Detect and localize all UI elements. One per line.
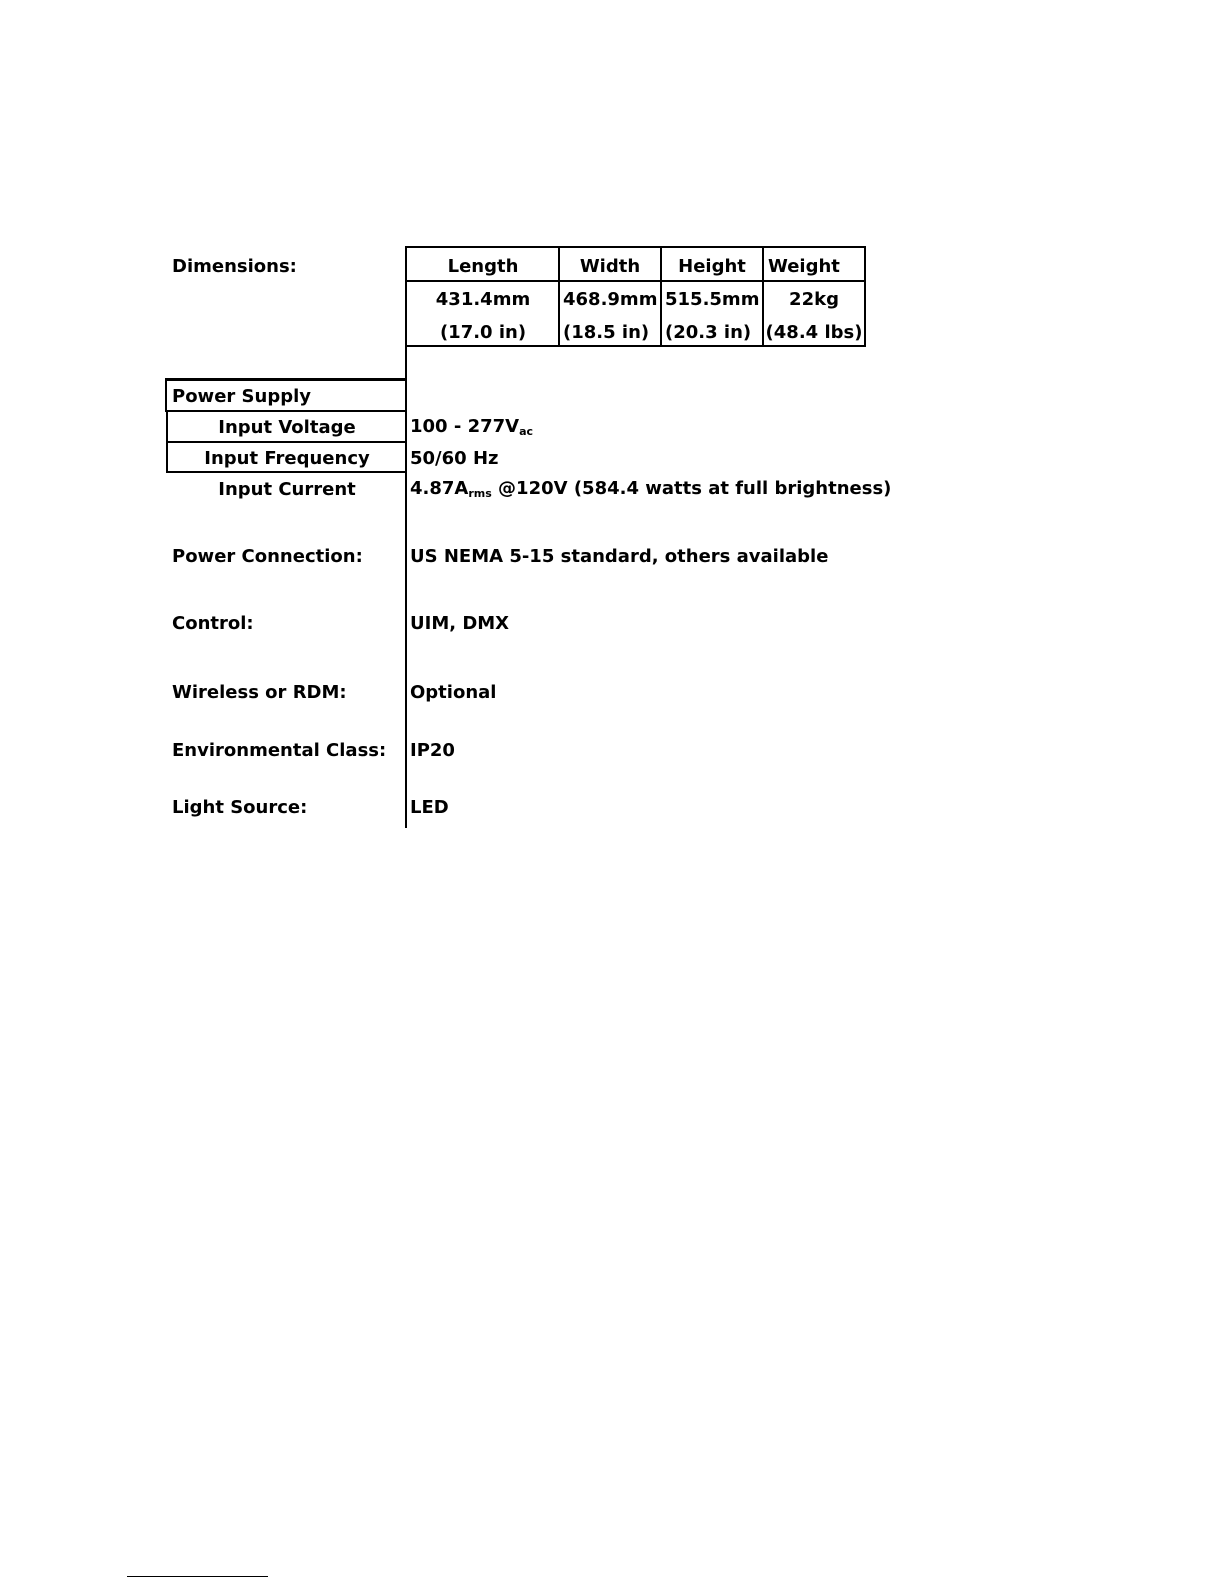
power-connection-value: US NEMA 5-15 standard, others available — [410, 546, 829, 567]
dim-length-imperial: (17.0 in) — [439, 322, 527, 343]
input-frequency-label: Input Frequency — [204, 448, 370, 469]
dim-height-metric: 515.5mm — [665, 289, 760, 310]
dim-width-metric: 468.9mm — [563, 289, 658, 310]
dim-height-imperial: (20.3 in) — [665, 322, 752, 343]
dim-header-weight: Weight — [768, 256, 840, 277]
dim-length-metric: 431.4mm — [435, 289, 531, 310]
environmental-class-label: Environmental Class: — [172, 740, 387, 761]
dim-weight-metric: 22kg — [789, 289, 839, 310]
dim-header-length: Length — [447, 256, 519, 277]
column-divider — [405, 246, 407, 828]
input-voltage-value: $100 - 277V_{ac}$ — [410, 416, 534, 438]
wireless-rdm-value: Optional — [410, 682, 497, 703]
power-connection-label: Power Connection: — [172, 546, 363, 567]
dim-header-width: Width — [579, 256, 641, 277]
environmental-class-value: IP20 — [410, 740, 455, 761]
input-current-value: $4.87A_{rms}$ @120V (584.4 watts at full brightness) — [410, 478, 892, 500]
light-source-value: LED — [410, 797, 449, 818]
control-value: UIM, DMX — [410, 613, 510, 634]
wireless-rdm-label: Wireless or RDM: — [172, 682, 347, 703]
power-supply-heading: Power Supply — [172, 386, 311, 407]
dimensions-label: Dimensions: — [172, 256, 297, 277]
input-voltage-label: Input Voltage — [218, 417, 356, 438]
input-frequency-value: 50/60 Hz — [410, 448, 499, 469]
dim-header-height: Height — [678, 256, 746, 277]
dim-weight-imperial: (48.4 lbs) — [765, 322, 863, 343]
dim-width-imperial: (18.5 in) — [563, 322, 650, 343]
input-current-label: Input Current — [218, 479, 356, 500]
control-label: Control: — [172, 613, 254, 634]
light-source-label: Light Source: — [172, 797, 308, 818]
footnote-separator — [127, 1576, 268, 1577]
